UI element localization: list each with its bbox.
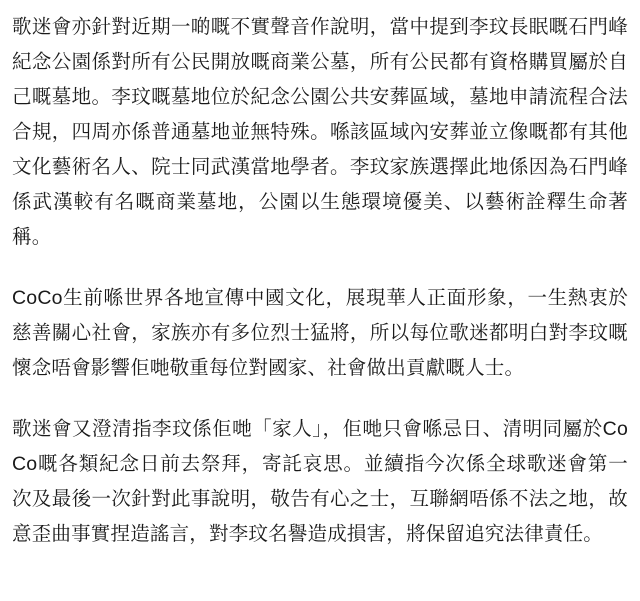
paragraph: 歌迷會又澄清指李玟係佢哋「家人」，佢哋只會喺忌日、清明同屬於CoCo嘅各類紀念日前去祭拜，寄託哀思。並續指今次係全球歌迷會第一次及最後一次針對此事說明，敬告有心之士，互聯網唔係不法之地，故意歪曲事實捏造謠言，對李玟名譽造成損害，將保留追究法律責任。	[12, 418, 628, 545]
paragraph: CoCo生前喺世界各地宣傳中國文化，展現華人正面形象，一生熱衷於慈善關心社會，家族亦有多位烈士猛將，所以每位歌迷都明白對李玟嘅懷念唔會影響佢哋敬重每位對國家、社會做出貢獻嘅人士。	[12, 287, 628, 379]
paragraph: 歌迷會亦針對近期一啲嘅不實聲音作說明，當中提到李玟長眠嘅石門峰紀念公園係對所有公民開放嘅商業公墓，所有公民都有資格購買屬於自己嘅墓地。李玟嘅墓地位於紀念公園公共安葬區域，墓地申請流程合法合規，四周亦係普通墓地並無特殊。喺該區域內安葬並立像嘅都有其他文化藝術名人、院士同武漢當地學者。李玟家族選擇此地係因為石門峰係武漢較有名嘅商業墓地，公園以生態環境優美、以藝術詮釋生命著稱。	[12, 16, 628, 248]
